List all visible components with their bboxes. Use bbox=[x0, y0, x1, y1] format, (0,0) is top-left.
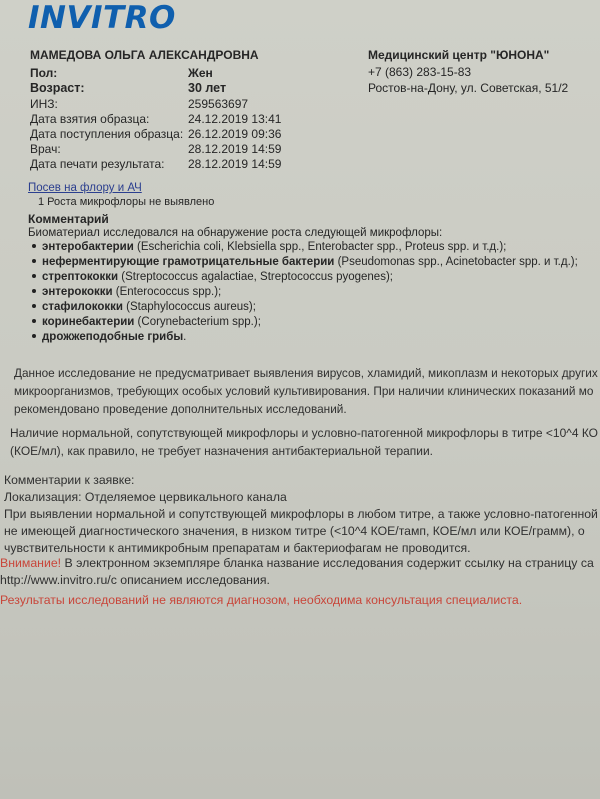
invitro-url[interactable]: http://www.invitro.ru/с описанием исследования. bbox=[0, 573, 270, 587]
print-date-value: 28.12.2019 14:59 bbox=[188, 157, 282, 171]
doctor-label: Врач: bbox=[30, 142, 61, 156]
flora-item: неферментирующие грамотрицательные бактерии (Pseudomonas spp., Acinetobacter spp. и т.д.); bbox=[28, 256, 578, 271]
clinic-name: Медицинский центр "ЮНОНА" bbox=[368, 48, 550, 62]
disclaimer: Результаты исследований не являются диагнозом, необходима консультация специалиста. bbox=[0, 593, 523, 607]
flora-list bbox=[28, 241, 578, 346]
sample-received-label: Дата поступления образца: bbox=[30, 127, 184, 141]
test-name-link[interactable]: Посев на флору и АЧ bbox=[28, 182, 142, 194]
bullet-icon bbox=[32, 259, 36, 263]
bullet-icon bbox=[32, 289, 36, 293]
comment-intro: Биоматериал исследовался на обнаружение роста следующей микрофлоры: bbox=[28, 227, 443, 239]
sample-received-value: 26.12.2019 09:36 bbox=[188, 127, 282, 141]
bullet-icon bbox=[32, 244, 36, 248]
bullet-icon bbox=[32, 304, 36, 308]
bullet-icon bbox=[32, 274, 36, 278]
flora-item: энтерококки (Enterococcus spp.); bbox=[28, 286, 578, 301]
flora-item: коринебактерии (Corynebacterium spp.); bbox=[28, 316, 578, 331]
inz-value: 259563697 bbox=[188, 97, 249, 111]
notice-block: Внимание! В электронном экземпляре бланка название исследования содержит ссылку на страницу са http://www.invitro.ru/с описанием исследования. bbox=[0, 556, 594, 587]
patient-name: МАМЕДОВА ОЛЬГА АЛЕКСАНДРОВНА bbox=[30, 48, 259, 62]
paragraph-microflora-titer: Наличие нормальной, сопутствующей микрофлоры и условно-патогенной микрофлоры в титре <10^4 КО (КОЕ/мл), как правило, не требует назначения антибактериальной терапии. bbox=[10, 426, 599, 458]
sample-taken-value: 24.12.2019 13:41 bbox=[188, 112, 282, 126]
flora-item: энтеробактерии (Escherichia coli, Klebsiella spp., Enterobacter spp., Proteus spp. и т.д.); bbox=[28, 241, 578, 256]
bullet-icon bbox=[32, 334, 36, 338]
clinic-phone: +7 (863) 283-15-83 bbox=[368, 65, 472, 79]
order-comments: Комментарии к заявке: Локализация: Отделяемое цервикального канала При выявлении нормальной и сопутствующей микрофлоры в любом титре, а также условно-патогенной не имеющей диагностического значения, в низком титре (<10^4 КОЕ/тамп, КОЕ/мл или КОЕ/грамм), о чувствительности к антимикробным препаратам и бактериофагам не проводится. bbox=[4, 473, 598, 555]
age-label: Возраст: bbox=[30, 81, 85, 95]
notice-warning: Внимание! bbox=[0, 556, 62, 570]
sample-taken-label: Дата взятия образца: bbox=[30, 112, 150, 126]
bullet-icon bbox=[32, 319, 36, 323]
doctor-value: 28.12.2019 14:59 bbox=[188, 142, 282, 156]
comment-title: Комментарий bbox=[28, 212, 109, 226]
flora-item: стафилококки (Staphylococcus aureus); bbox=[28, 301, 578, 316]
sex-label: Пол: bbox=[30, 66, 58, 80]
invitro-logo: INVITRO bbox=[28, 0, 176, 36]
flora-item: дрожжеподобные грибы. bbox=[28, 331, 578, 346]
sex-value: Жен bbox=[188, 66, 213, 80]
print-date-label: Дата печати результата: bbox=[30, 157, 165, 171]
clinic-address: Ростов-на-Дону, ул. Советская, 51/2 bbox=[368, 81, 569, 95]
inz-label: ИНЗ: bbox=[30, 97, 58, 111]
flora-item: стрептококки (Streptococcus agalactiae, Streptococcus pyogenes); bbox=[28, 271, 578, 286]
age-value: 30 лет bbox=[188, 81, 227, 95]
paragraph-viruses: Данное исследование не предусматривает выявления вирусов, хламидий, микоплазм и некоторых других микроорганизмов, требующих особых условий культивирования. При наличии клинических показаний мо рекомендовано проведение дополнительных исследований. bbox=[14, 366, 598, 416]
test-result: 1 Роста микрофлоры не выявлено bbox=[38, 196, 215, 208]
